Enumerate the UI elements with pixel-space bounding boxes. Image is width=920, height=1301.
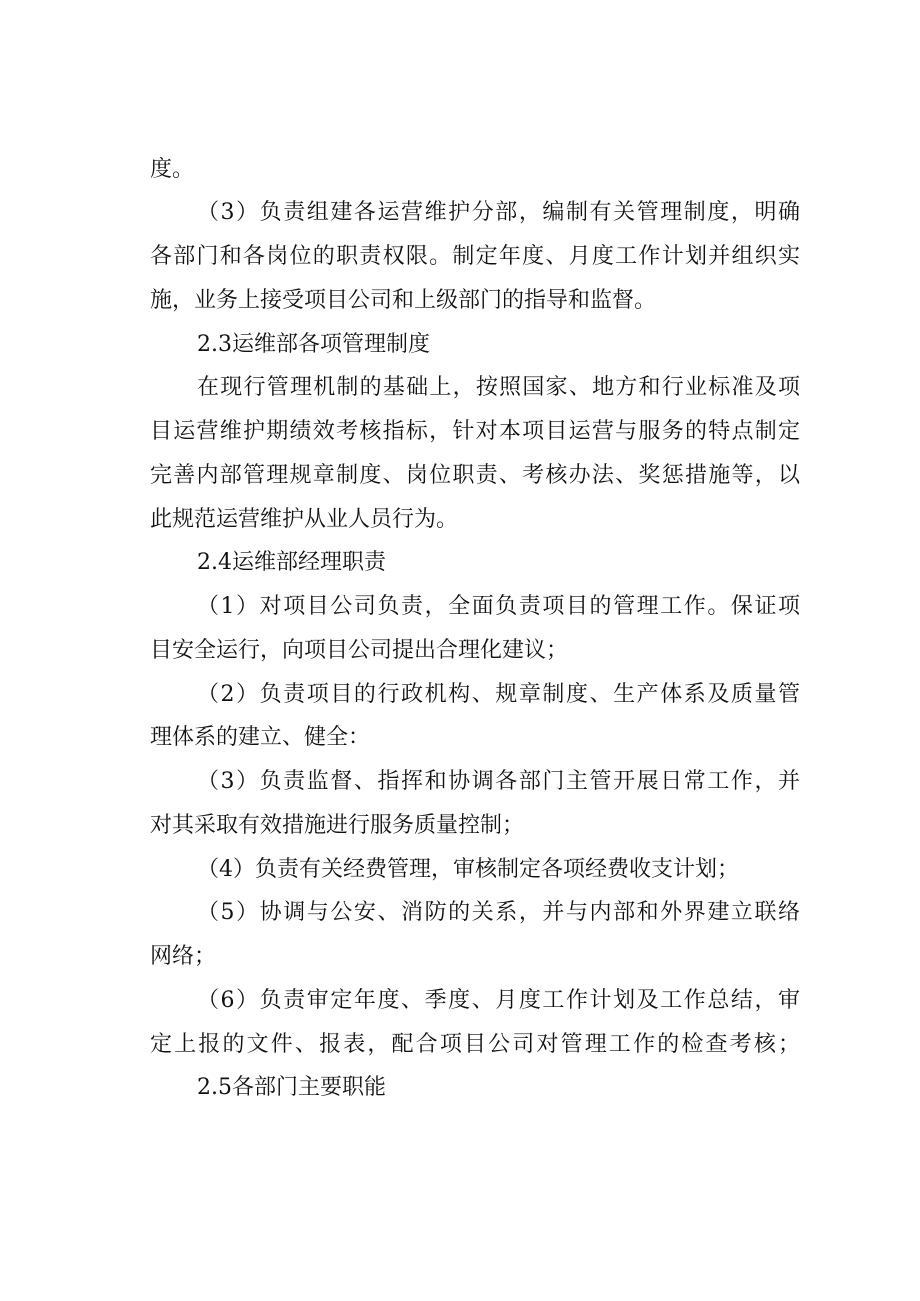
text-line: （4）负责有关经费管理，审核制定各项经费收支计划； <box>197 857 739 882</box>
text-line: 网络； <box>150 944 217 969</box>
text-line: 此规范运营维护从业人员行为。 <box>150 507 459 532</box>
text-line: 在现行管理机制的基础上，按照国家、地方和行业标准及项 <box>197 375 800 400</box>
text-line: （5）协调与公安、消防的关系，并与内部和外界建立联络 <box>197 900 800 925</box>
text-line: 度。 <box>150 157 195 182</box>
text-line: 完善内部管理规章制度、岗位职责、考核办法、奖惩措施等，以 <box>150 463 800 488</box>
text-line: 各部门和各岗位的职责权限。制定年度、月度工作计划并组织实 <box>150 244 800 269</box>
text-line: （1）对项目公司负责，全面负责项目的管理工作。保证项 <box>197 594 800 619</box>
text-line: 对其采取有效措施进行服务质量控制； <box>150 813 525 838</box>
text-line: 目运营维护期绩效考核指标，针对本项目运营与服务的特点制定 <box>150 419 800 444</box>
text-line: （3）负责组建各运营维护分部，编制有关管理制度，明确 <box>197 200 800 225</box>
section-heading: 2.3运维部各项管理制度 <box>197 332 430 357</box>
text-line: （3）负责监督、指挥和协调各部门主管开展日常工作，并 <box>197 769 800 794</box>
text-line: 施，业务上接受项目公司和上级部门的指导和监督。 <box>150 288 657 313</box>
text-line: 定上报的文件、报表，配合项目公司对管理工作的检查考核； <box>150 1032 800 1057</box>
text-line: （2）负责项目的行政机构、规章制度、生产体系及质量管 <box>197 682 800 707</box>
section-heading: 2.4运维部经理职责 <box>197 550 386 575</box>
text-line: 理体系的建立、健全： <box>150 725 371 750</box>
text-line: （6）负责审定年度、季度、月度工作计划及工作总结，审 <box>197 988 800 1013</box>
text-line: 目安全运行，向项目公司提出合理化建议； <box>150 638 569 663</box>
section-heading: 2.5各部门主要职能 <box>197 1075 386 1100</box>
